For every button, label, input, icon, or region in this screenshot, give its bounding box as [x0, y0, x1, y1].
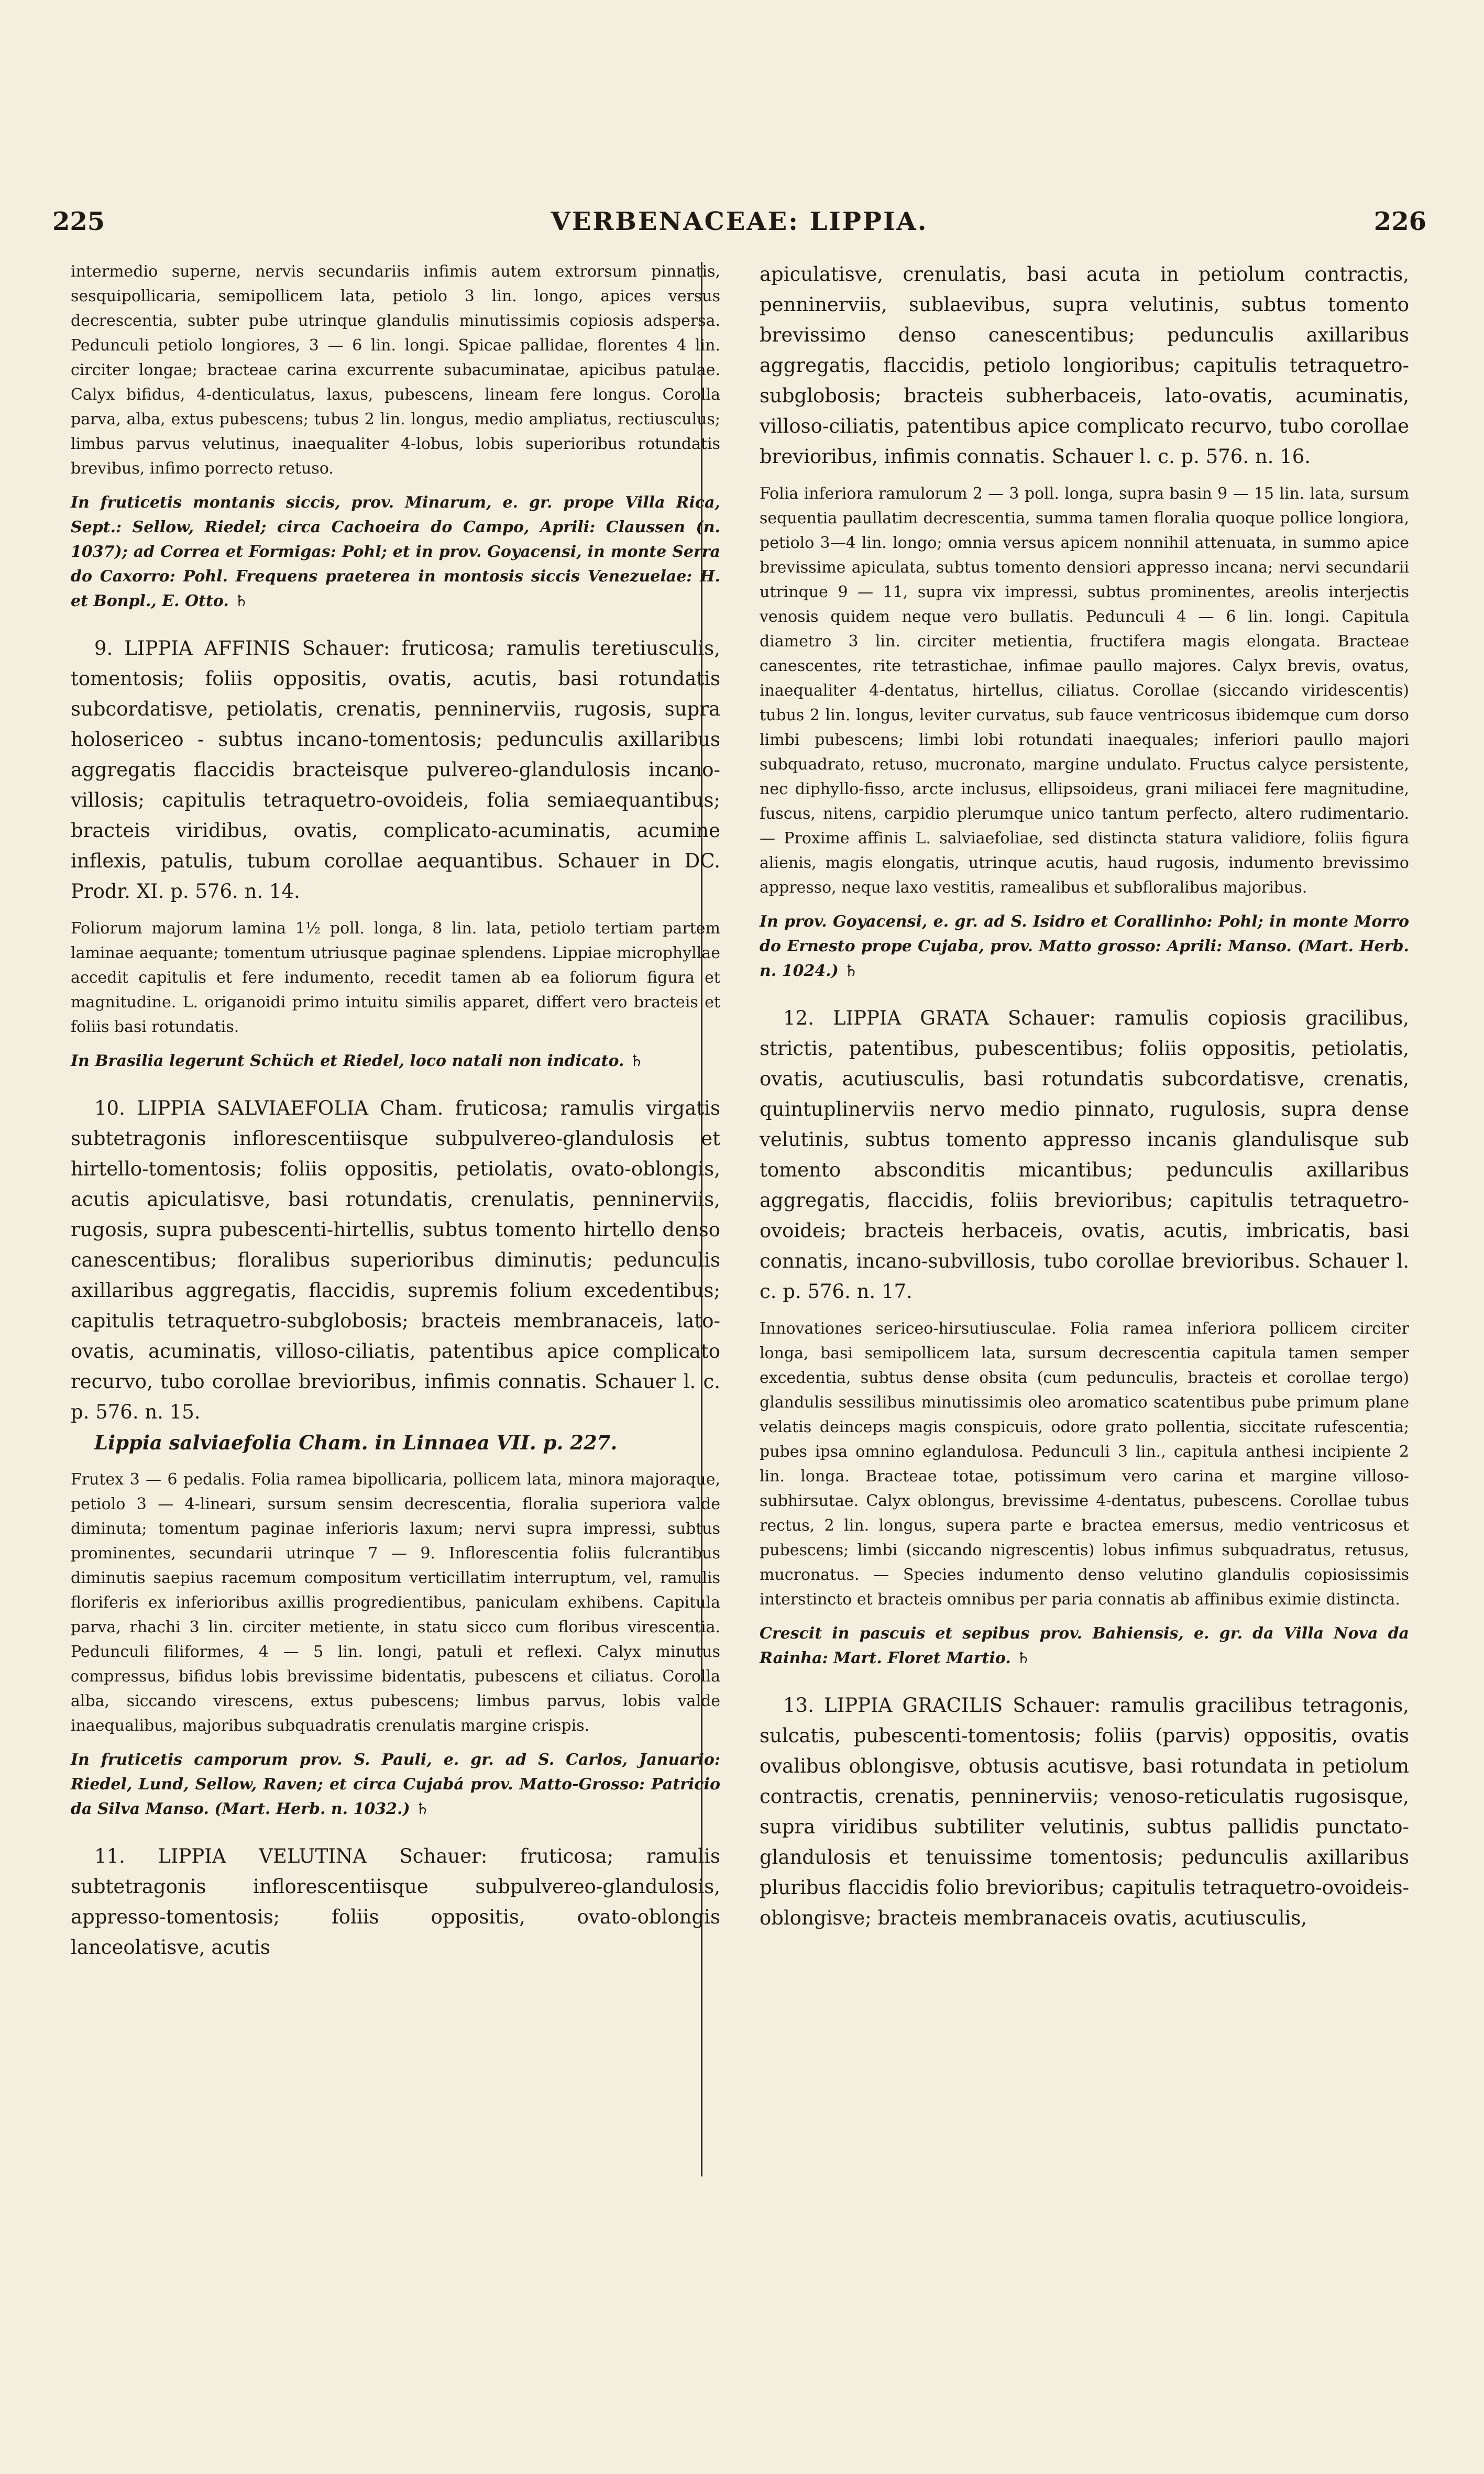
species-9-description: Foliorum majorum lamina 1½ poll. longa, 8 lin. lata, petiolo tertiam partem laminae aequante; tomentum utriusque paginae splendens. Lippiae microphyllae accedit capitulis et fere indumento, recedit tamen ab ea foliorum figura et magnitudine. L. origanoidi primo intuitu similis apparet, differt vero bracteis et foliis basi rotundatis.	[71, 919, 720, 1036]
species-11-diagnosis-cont: apiculatisve, crenulatis, basi acuta in petiolum contractis, penninerviis, sublaevibus, supra velutinis, subtus tomento brevissimo denso canescentibus; pedunculis axillaribus aggregatis, flaccidis, petiolo longioribus; capitulis tetraquetro-subglobosis; bracteis subherbaceis, lato-ovatis, acuminatis, villoso-ciliatis, patentibus apice complicato recurvo, tubo corollae brevioribus, infimis connatis. Schauer l. c. p. 576. n. 16.	[760, 263, 1409, 468]
species-8-habitat: In fruticetis montanis siccis, prov. Minarum, e. gr. prope Villa Rica, Sept.: Sellow, Riedel; circa Cachoeira do Campo, Aprili: Claussen (n. 1037); ad Correa et Formigas: Pohl; et in prov. Goyacensi, in monte Serra do Caxorro: Pohl. Frequens praeterea in montosis siccis Venezuelae: H. et Bonpl., E. Otto. ♄	[71, 493, 720, 610]
running-title: VERBENACEAE: LIPPIA.	[551, 207, 928, 236]
species-9-habitat: In Brasilia legerunt Schüch et Riedel, loco natali non indicato. ♄	[71, 1052, 644, 1070]
page-number-right: 226	[1373, 207, 1426, 236]
species-12-habitat: Crescit in pascuis et sepibus prov. Bahiensis, e. gr. da Villa Nova da Rainha: Mart. Floret Martio. ♄	[760, 1624, 1409, 1667]
species-8-description: intermedio superne, nervis secundariis infimis autem extrorsum pinnatis, sesquipollicaria, semipollicem lata, petiolo 3 lin. longo, apices versus decrescentia, subter pube utrinque glandulis minutissimis copiosis adspersa. Pedunculi petiolo longiores, 3 — 6 lin. longi. Spicae pallidae, florentes 4 lin. circiter longae; bracteae carina excurrente subacuminatae, apicibus patulae. Calyx bifidus, 4-denticulatus, laxus, pubescens, lineam fere longus. Corolla parva, alba, extus pubescens; tubus 2 lin. longus, medio ampliatus, rectiusculus; limbus parvus velutinus, inaequaliter 4-lobus, lobis superioribus rotundatis brevibus, infimo porrecto retuso.	[71, 262, 720, 478]
species-11-description: Folia inferiora ramulorum 2 — 3 poll. longa, supra basin 9 — 15 lin. lata, sursum sequentia paullatim decrescentia, summa tamen floralia quoque pollice longiora, petiolo 3—4 lin. longo; omnia versus apicem nonnihil attenuata, in summo apice brevissime apiculata, subtus tomento densiori appresso incana; nervi secundarii utrinque 9 — 11, supra vix impressi, subtus prominentes, areolis interjectis venosis quidem neque vero bullatis. Pedunculi 4 — 6 lin. longi. Capitula diametro 3 lin. circiter metientia, fructifera magis elongata. Bracteae canescentes, rite tetrastichae, infimae paullo majores. Calyx brevis, ovatus, inaequaliter 4-dentatus, hirtellus, ciliatus. Corollae (siccando viridescentis) tubus 2 lin. longus, leviter curvatus, sub fauce ventricosus ibidemque cum dorso limbi pubescens; limbi lobi rotundati inaequales; inferiori paullo majori subquadrato, retuso, mucronato, margine undulato. Fructus calyce persistente, nec diphyllo-fisso, arcte inclusus, ellipsoideus, grani miliacei fere magnitudine, fuscus, nitens, carpidio plerumque unico tantum perfecto, altero rudimentario. — Proxime affinis L. salviaefoliae, sed distincta statura validiore, foliis figura alienis, magis elongatis, utrinque acutis, haud rugosis, indumento brevissimo appresso, neque laxo vestitis, ramealibus et subfloralibus majoribus.	[760, 485, 1409, 897]
page-number-left: 225	[52, 207, 105, 236]
species-12-diagnosis: 12. LIPPIA GRATA Schauer: ramulis copiosis gracilibus, strictis, patentibus, pubescentibus; foliis oppositis, petiolatis, ovatis, acutiusculis, basi rotundatis subcordatisve, crenatis, quintuplinerviis nervo medio pinnato, rugulosis, supra dense velutinis, subtus tomento appresso incanis glandulisque sub tomento absconditis micantibus; pedunculis axillaribus aggregatis, flaccidis, foliis brevioribus; capitulis tetraquetro-ovoideis; bracteis herbaceis, ovatis, acutis, imbricatis, basi connatis, incano-subvillosis, tubo corollae brevioribus. Schauer l. c. p. 576. n. 17.	[760, 1007, 1409, 1303]
species-10-diagnosis: 10. LIPPIA SALVIAEFOLIA Cham. fruticosa; ramulis virgatis subtetragonis inflorescentiisque subpulvereo-glandulosis et hirtello-tomentosis; foliis oppositis, petiolatis, ovato-oblongis, acutis apiculatisve, basi rotundatis, crenulatis, penninerviis, rugosis, supra pubescenti-hirtellis, subtus tomento hirtello denso canescentibus; floralibus superioribus diminutis; pedunculis axillaribus aggregatis, flaccidis, supremis folium excedentibus; capitulis tetraquetro-subglobosis; bracteis membranaceis, lato-ovatis, acuminatis, villoso-ciliatis, patentibus apice complicato recurvo, tubo corollae brevioribus, infimis connatis. Schauer l. c. p. 576. n. 15.	[71, 1097, 720, 1423]
species-10-description: Frutex 3 — 6 pedalis. Folia ramea bipollicaria, pollicem lata, minora majoraque, petiolo 3 — 4-lineari, sursum sensim decrescentia, floralia superiora valde diminuta; tomentum paginae inferioris laxum; nervi supra impressi, subtus prominentes, secundarii utrinque 7 — 9. Inflorescentia foliis fulcrantibus diminutis saepius racemum compositum verticillatim interruptum, vel, ramulis floriferis ex inferioribus axillis progredientibus, paniculam exhibens. Capitula parva, rhachi 3 lin. circiter metiente, in statu sicco cum floribus virescentia. Pedunculi filiformes, 4 — 5 lin. longi, patuli et reflexi. Calyx minutus compressus, bifidus lobis brevissime bidentatis, pubescens et ciliatus. Corolla alba, siccando virescens, extus pubescens; limbus parvus, lobis valde inaequalibus, majoribus subquadratis crenulatis margine crispis.	[71, 1470, 720, 1735]
species-13-diagnosis: 13. LIPPIA GRACILIS Schauer: ramulis gracilibus tetragonis, sulcatis, pubescenti-tomentosis; foliis (parvis) oppositis, ovatis ovalibus oblongisve, obtusis acutisve, basi rotundata in petiolum contractis, crenatis, penninerviis; venoso-reticulatis rugosisque, supra viridibus subtiliter velutinis, subtus pallidis punctato-glandulosis et tenuissime tomentosis; pedunculis axillaribus pluribus flaccidis folio brevioribus; capitulis tetraquetro-ovoideis-oblongisve; bracteis membranaceis ovatis, acutiusculis,	[760, 1694, 1409, 1929]
left-column	[71, 259, 720, 1963]
species-12-description: Innovationes sericeo-hirsutiusculae. Folia ramea inferiora pollicem circiter longa, basi semipollicem lata, sursum decrescentia capitula tamen semper excedentia, subtus dense obsita (cum pedunculis, bracteis et corollae tergo) glandulis sessilibus minutissimis oleo aromatico scatentibus pube primum plane velatis deinceps magis conspicuis, odore grato pollentia, siccitate rufescentia; pubes ipsa omnino eglandulosa. Pedunculi 3 lin., capitula anthesi incipiente 2 lin. longa. Bracteae totae, potissimum vero carina et margine villoso-subhirsutae. Calyx oblongus, brevissime 4-dentatus, pubescens. Corollae tubus rectus, 2 lin. longus, supera parte e bractea emersus, medio ventricosus et pubescens; limbi (siccando nigrescentis) lobus infimus subquadratus, retusus, mucronatus. — Species indumento denso velutino glandulis copiosissimis interstincto et bracteis omnibus per paria connatis ab affinibus eximie distincta.	[760, 1320, 1409, 1609]
species-10-synonym: Lippia salviaefolia Cham. in Linnaea VII. p. 227.	[94, 1431, 618, 1454]
species-9-diagnosis: 9. LIPPIA AFFINIS Schauer: fruticosa; ramulis teretiusculis, tomentosis; foliis oppositis, ovatis, acutis, basi rotundatis subcordatisve, petiolatis, crenatis, penninerviis, rugosis, supra holosericeo - subtus incano-tomentosis; pedunculis axillaribus aggregatis flaccidis bracteisque pulvereo-glandulosis incano-villosis; capitulis tetraquetro-ovoideis, folia semiaequantibus; bracteis viridibus, ovatis, complicato-acuminatis, acumine inflexis, patulis, tubum corollae aequantibus. Schauer in DC. Prodr. XI. p. 576. n. 14.	[71, 637, 720, 903]
running-header	[52, 207, 1426, 244]
species-11-diagnosis: 11. LIPPIA VELUTINA Schauer: fruticosa; ramulis subtetragonis inflorescentiisque subpulvereo-glandulosis, appresso-tomentosis; foliis oppositis, ovato-oblongis lanceolatisve, acutis	[71, 1845, 720, 1959]
species-11-habitat: In prov. Goyacensi, e. gr. ad S. Isidro et Corallinho: Pohl; in monte Morro do Ernesto prope Cujaba, prov. Matto grosso: Aprili: Manso. (Mart. Herb. n. 1024.) ♄	[760, 912, 1409, 980]
right-column	[760, 259, 1409, 1933]
species-10-habitat: In fruticetis camporum prov. S. Pauli, e. gr. ad S. Carlos, Januario: Riedel, Lund, Sellow, Raven; et circa Cujabá prov. Matto-Grosso: Patricio da Silva Manso. (Mart. Herb. n. 1032.) ♄	[71, 1751, 720, 1818]
